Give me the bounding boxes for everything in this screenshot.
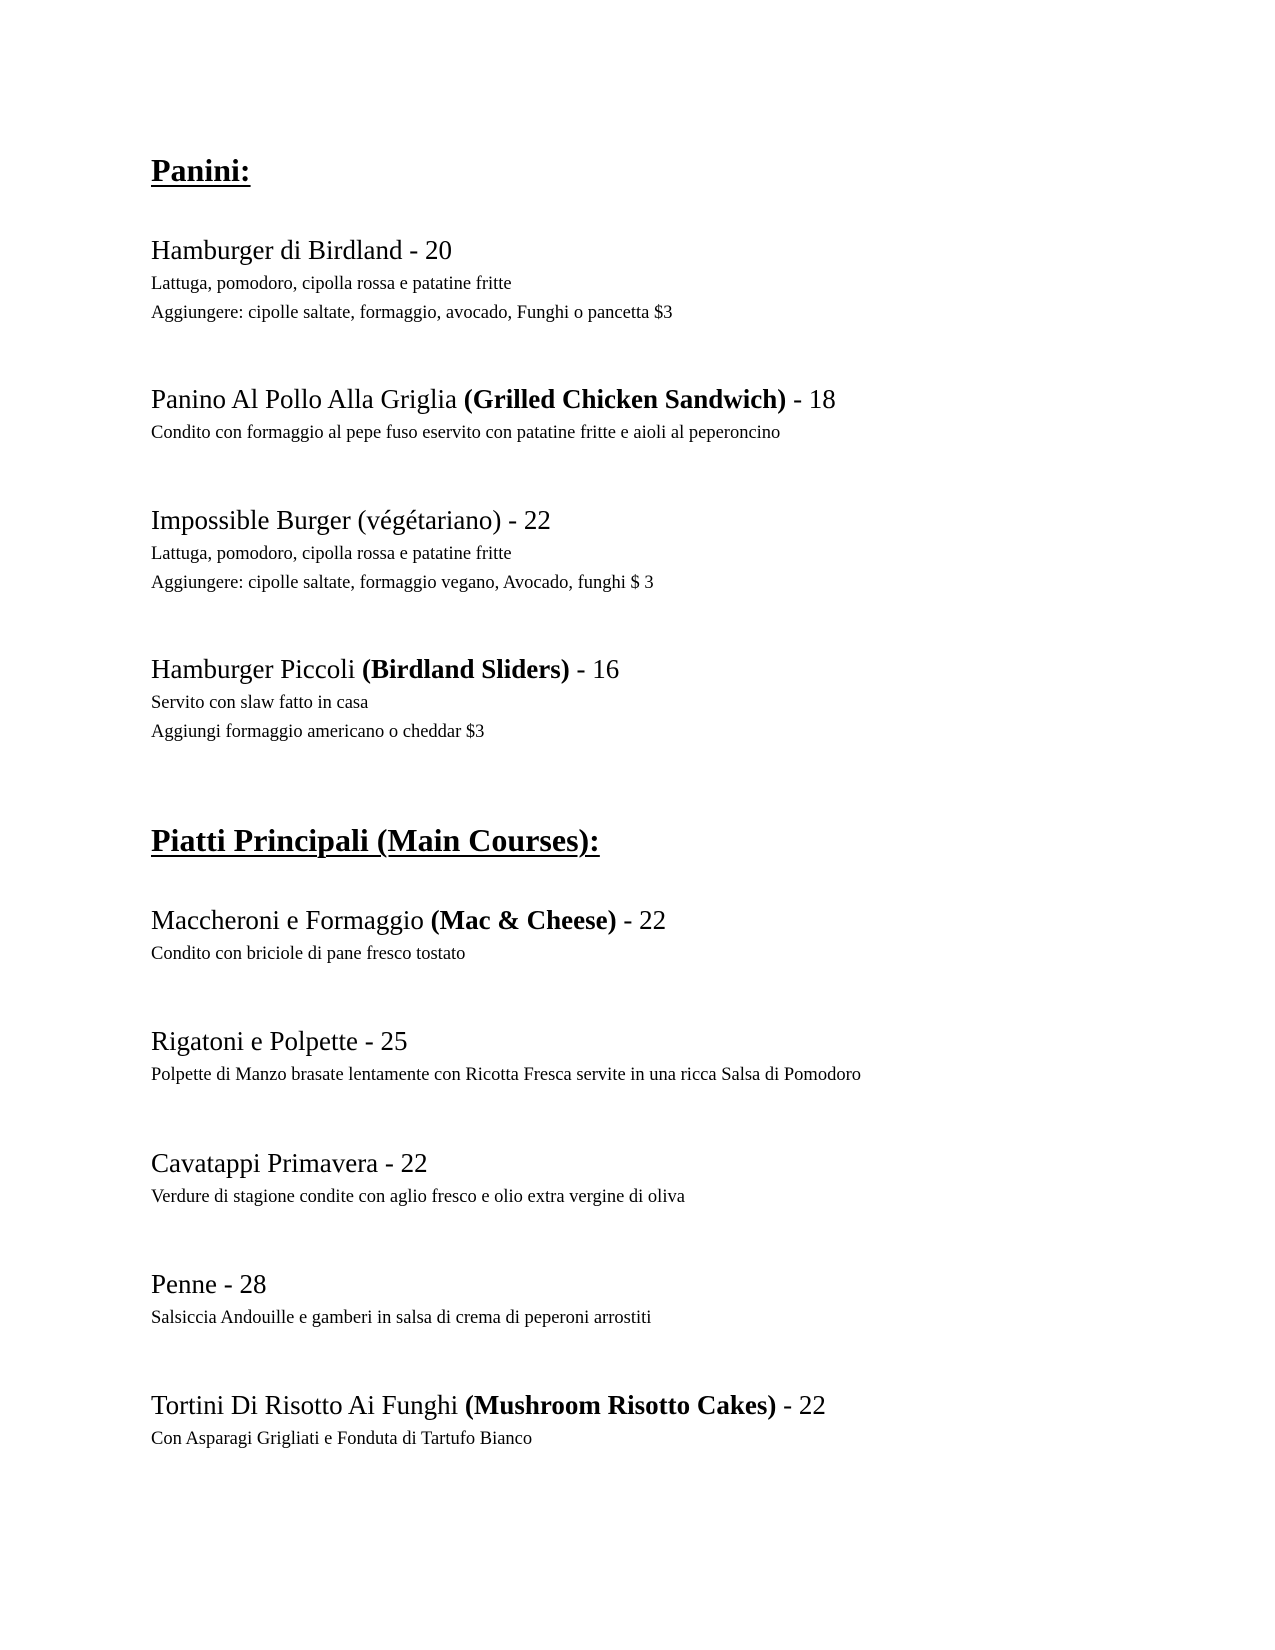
item-english-name: (Mushroom Risotto Cakes) (464, 1390, 777, 1420)
item-addon: Aggiungere: cipolle saltate, formaggio, avocado, Funghi o pancetta $3 (151, 302, 673, 323)
item-description: Verdure di stagione condite con aglio fresco e olio extra vergine di oliva (151, 1187, 685, 1207)
menu-item-mac-and-cheese (151, 907, 666, 964)
menu-item-penne (151, 1271, 651, 1328)
item-description: Lattuga, pomodoro, cipolla rossa e patatine fritte (151, 274, 512, 294)
item-name: Panino Al Pollo Alla Griglia (151, 384, 464, 414)
item-price: - 28 (216, 1269, 267, 1299)
menu-item-birdland-sliders (151, 656, 619, 741)
menu-item-mushroom-risotto-cakes (151, 1392, 826, 1449)
item-description: Salsiccia Andouille e gamberi in salsa di crema di peperoni arrostiti (151, 1308, 652, 1328)
item-title (151, 237, 672, 264)
menu-item-grilled-chicken-sandwich (151, 386, 836, 443)
item-name: Impossible Burger (végétariano) (151, 505, 502, 535)
item-title (151, 656, 619, 683)
item-name: Hamburger Piccoli (151, 654, 362, 684)
item-addon: Aggiungi formaggio americano o cheddar $3 (151, 721, 485, 742)
item-price: - 22 (616, 905, 667, 935)
item-price: - 20 (402, 235, 452, 265)
item-name: Tortini Di Risotto Ai Funghi (151, 1390, 465, 1420)
item-name: Hamburger di Birdland (151, 235, 403, 265)
item-price: - 22 (776, 1390, 826, 1420)
item-title (151, 1392, 826, 1419)
menu-item-rigatoni-e-polpette (151, 1028, 861, 1085)
item-description: Con Asparagi Grigliati e Fonduta di Tartufo Bianco (151, 1429, 533, 1449)
item-description: Servito con slaw fatto in casa (151, 693, 369, 713)
item-description: Condito con briciole di pane fresco tostato (151, 944, 466, 964)
menu-item-hamburger-di-birdland (151, 237, 672, 322)
item-english-name: (Grilled Chicken Sandwich) (463, 384, 787, 414)
item-price: - 16 (569, 654, 620, 684)
section-heading-main-courses: Piatti Principali (Main Courses): (151, 822, 600, 858)
menu-item-cavatappi-primavera (151, 1150, 685, 1207)
item-title (151, 1028, 861, 1055)
menu-item-impossible-burger (151, 507, 654, 592)
item-price: - 22 (378, 1148, 428, 1178)
item-english-name: (Birdland Sliders) (361, 654, 570, 684)
item-title (151, 1271, 651, 1298)
item-title (151, 507, 654, 534)
item-price: - 22 (501, 505, 551, 535)
item-name: Penne (151, 1269, 217, 1299)
item-title (151, 1150, 685, 1177)
item-price: - 25 (357, 1026, 408, 1056)
item-description: Condito con formaggio al pepe fuso eservito con patatine fritte e aioli al peperoncino (151, 423, 781, 443)
item-name: Maccheroni e Formaggio (151, 905, 431, 935)
item-description: Polpette di Manzo brasate lentamente con Ricotta Fresca servite in una ricca Salsa di Pomodoro (151, 1065, 861, 1085)
section-heading-panini: Panini: (151, 152, 251, 188)
item-price: - 18 (786, 384, 836, 414)
item-title (151, 386, 836, 413)
item-name: Rigatoni e Polpette (151, 1026, 358, 1056)
item-addon: Aggiungere: cipolle saltate, formaggio vegano, Avocado, funghi $ 3 (151, 572, 654, 593)
item-name: Cavatappi Primavera (151, 1148, 379, 1178)
item-english-name: (Mac & Cheese) (430, 905, 617, 935)
item-title (151, 907, 666, 934)
item-description: Lattuga, pomodoro, cipolla rossa e patatine fritte (151, 544, 512, 564)
